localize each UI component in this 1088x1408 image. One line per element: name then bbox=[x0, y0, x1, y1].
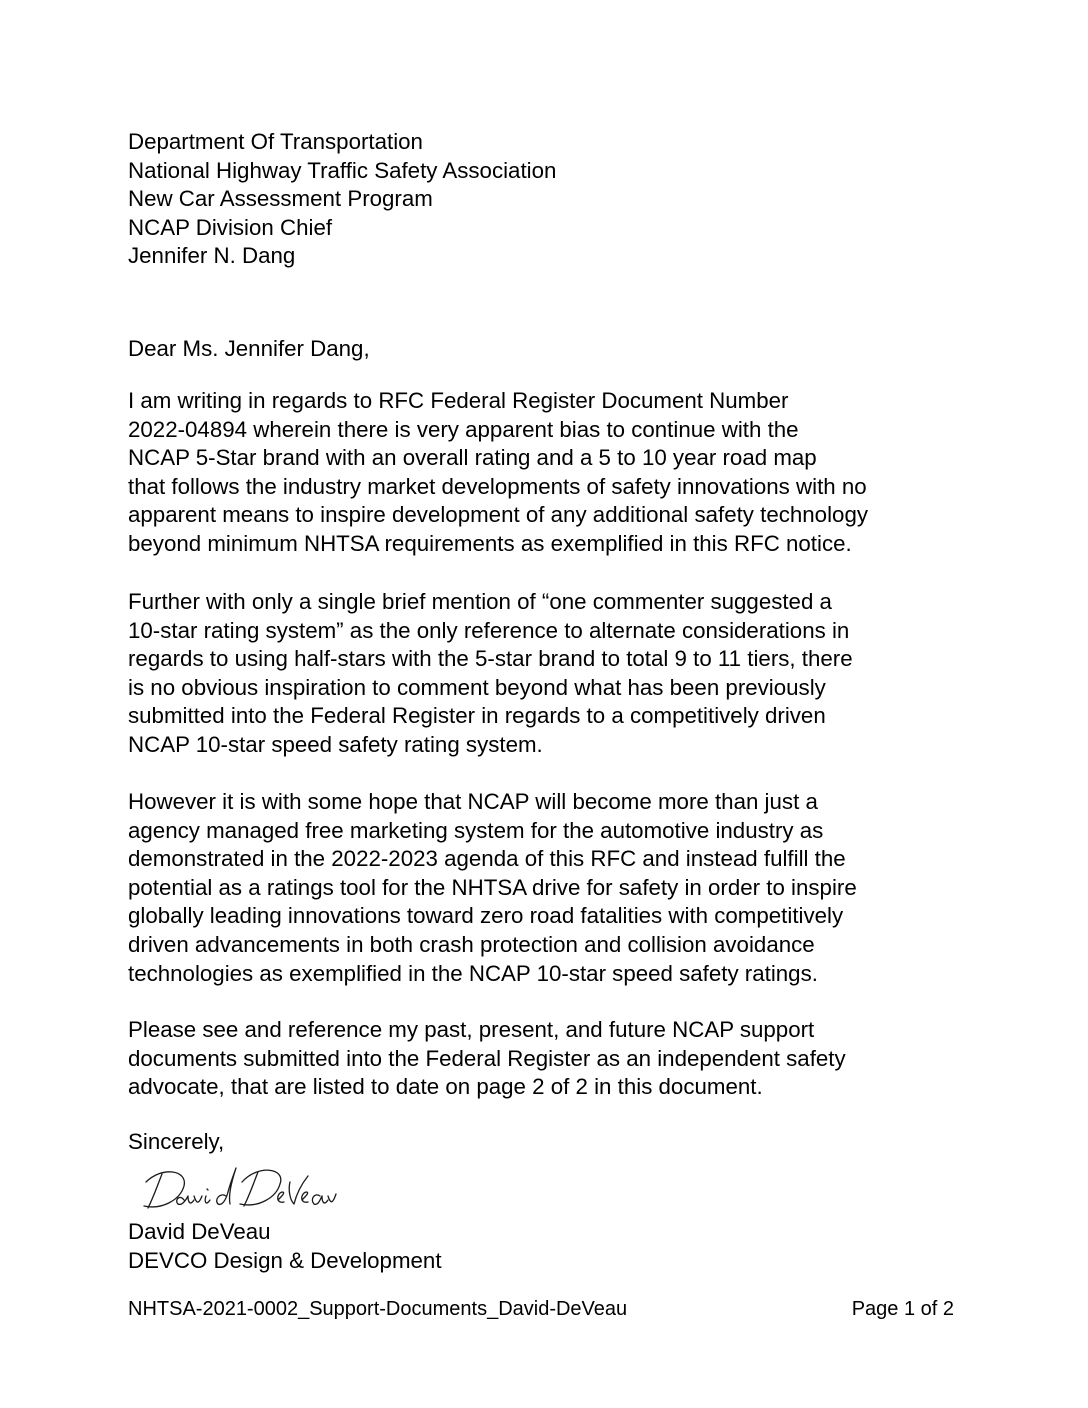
footer-page-number: Page 1 of 2 bbox=[851, 1298, 954, 1320]
paragraph-2 bbox=[128, 588, 968, 760]
paragraph-4 bbox=[128, 1016, 968, 1102]
paragraph-line: that follows the industry market developments of safety innovations with no bbox=[128, 473, 867, 499]
paragraph-line: Please see and reference my past, present, and future NCAP support bbox=[128, 1017, 815, 1042]
addressee-line: New Car Assessment Program bbox=[128, 186, 433, 212]
paragraph-line: regards to using half-stars with the 5-star brand to total 9 to 11 tiers, there bbox=[128, 646, 853, 672]
paragraph-line: documents submitted into the Federal Register as an independent safety bbox=[128, 1045, 846, 1071]
signer-organization: DEVCO Design & Development bbox=[128, 1247, 442, 1273]
signer-block bbox=[128, 1218, 968, 1275]
addressee-line: NCAP Division Chief bbox=[128, 214, 333, 240]
paragraph-line: However it is with some hope that NCAP will become more than just a bbox=[128, 789, 818, 814]
paragraph-line: demonstrated in the 2022-2023 agenda of this RFC and instead fulfill the bbox=[128, 846, 846, 872]
salutation-text: Dear Ms. Jennifer Dang, bbox=[128, 336, 370, 361]
paragraph-line: beyond minimum NHTSA requirements as exemplified in this RFC notice. bbox=[128, 530, 852, 556]
paragraph-line: technologies as exemplified in the NCAP 10-star speed safety ratings. bbox=[128, 960, 818, 986]
handwritten-signature bbox=[140, 1160, 340, 1218]
paragraph-line: driven advancements in both crash protection and collision avoidance bbox=[128, 931, 815, 957]
signer-name: David DeVeau bbox=[128, 1219, 271, 1244]
paragraph-3 bbox=[128, 788, 968, 988]
addressee-line: Jennifer N. Dang bbox=[128, 243, 296, 269]
paragraph-line: potential as a ratings tool for the NHTSA drive for safety in order to inspire bbox=[128, 874, 857, 900]
paragraph-line: NCAP 10-star speed safety rating system. bbox=[128, 731, 543, 757]
paragraph-line: 2022-04894 wherein there is very apparent bias to continue with the bbox=[128, 416, 799, 442]
addressee-line: Department Of Transportation bbox=[128, 129, 423, 154]
paragraph-line: apparent means to inspire development of any additional safety technology bbox=[128, 502, 868, 528]
addressee-line: National Highway Traffic Safety Association bbox=[128, 157, 557, 183]
paragraph-line: 10-star rating system” as the only reference to alternate considerations in bbox=[128, 617, 850, 643]
salutation bbox=[128, 335, 968, 364]
footer-document-id: NHTSA-2021-0002_Support-Documents_David-DeVeau bbox=[128, 1298, 628, 1320]
paragraph-line: is no obvious inspiration to comment beyond what has been previously bbox=[128, 674, 826, 700]
closing-text: Sincerely, bbox=[128, 1129, 225, 1154]
addressee-block bbox=[128, 128, 968, 271]
paragraph-line: I am writing in regards to RFC Federal Register Document Number bbox=[128, 388, 789, 413]
closing bbox=[128, 1128, 968, 1157]
paragraph-line: submitted into the Federal Register in regards to a competitively driven bbox=[128, 703, 826, 729]
paragraph-line: NCAP 5-Star brand with an overall rating and a 5 to 10 year road map bbox=[128, 445, 817, 471]
paragraph-line: agency managed free marketing system for the automotive industry as bbox=[128, 817, 824, 843]
paragraph-line: globally leading innovations toward zero road fatalities with competitively bbox=[128, 903, 844, 929]
paragraph-line: advocate, that are listed to date on page 2 of 2 in this document. bbox=[128, 1074, 763, 1100]
paragraph-line: Further with only a single brief mention of “one commenter suggested a bbox=[128, 589, 832, 614]
paragraph-1 bbox=[128, 387, 968, 559]
